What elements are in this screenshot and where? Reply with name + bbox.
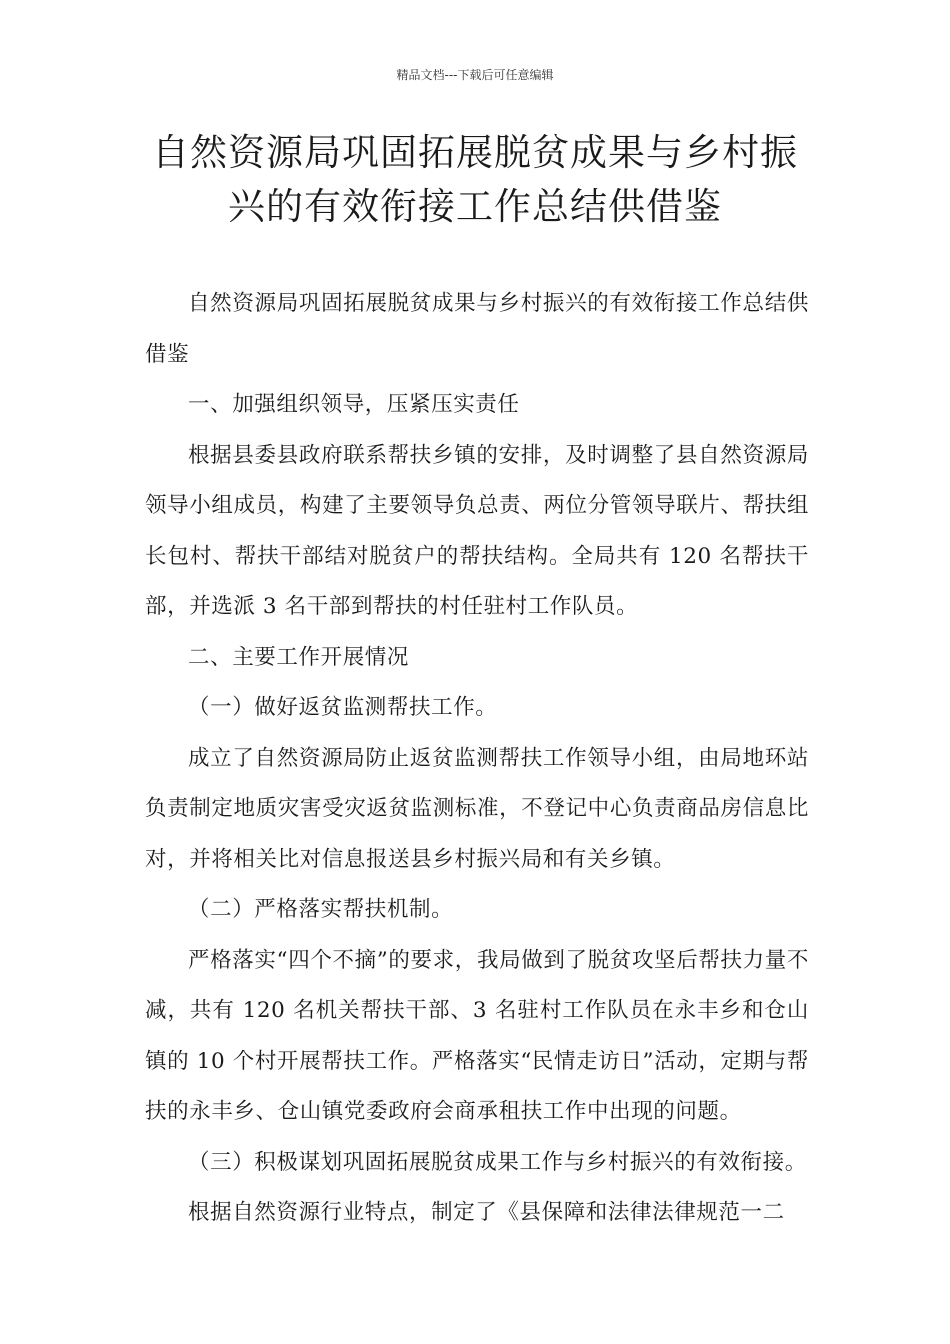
body-paragraph: 成立了自然资源局防止返贫监测帮扶工作领导小组，由局地环站负责制定地质灾害受灾返贫监测标准，不登记中心负责商品房信息比对，并将相关比对信息报送县乡村振兴局和有关乡镇。 [145, 745, 809, 872]
subsection-heading-3: （三）积极谋划巩固拓展脱贫成果工作与乡村振兴的有效衔接。 [188, 1149, 807, 1175]
page-header: 精品文档---下载后可任意编辑 [396, 68, 554, 82]
intro-paragraph: 自然资源局巩固拓展脱贫成果与乡村振兴的有效衔接工作总结供借鉴 [145, 291, 809, 367]
body-paragraph: 根据县委县政府联系帮扶乡镇的安排，及时调整了县自然资源局领导小组成员，构建了主要领导负总责、两位分管领导联片、帮扶组长包村、帮扶干部结对脱贫户的帮扶结构。全局共有 120 名帮扶干部，并选派 3 名干部到帮扶的村任驻村工作队员。 [145, 442, 809, 619]
section-heading-1: 一、加强组织领导，压紧压实责任 [188, 392, 520, 417]
subsection-heading-2: （二）严格落实帮扶机制。 [188, 897, 454, 922]
body-paragraph: 根据自然资源行业特点，制定了《县保障和法律法律规范一二 [188, 1200, 785, 1225]
title-line-2: 兴的有效衔接工作总结供借鉴 [228, 185, 722, 228]
section-heading-2: 二、主要工作开展情况 [188, 644, 410, 670]
document-body [145, 279, 809, 1239]
subsection-heading-1: （一）做好返贫监测帮扶工作。 [188, 695, 498, 720]
title-line-1: 自然资源局巩固拓展脱贫成果与乡村振 [152, 131, 798, 174]
document-title [120, 126, 830, 234]
body-paragraph: 严格落实“四个不摘”的要求，我局做到了脱贫攻坚后帮扶力量不减，共有 120 名机关帮扶干部、3 名驻村工作队员在永丰乡和仓山镇的 10 个村开展帮扶工作。严格落实“民情走访日”活动，定期与帮扶的永丰乡、仓山镇党委政府会商承租扶工作中出现的问题。 [145, 947, 809, 1124]
